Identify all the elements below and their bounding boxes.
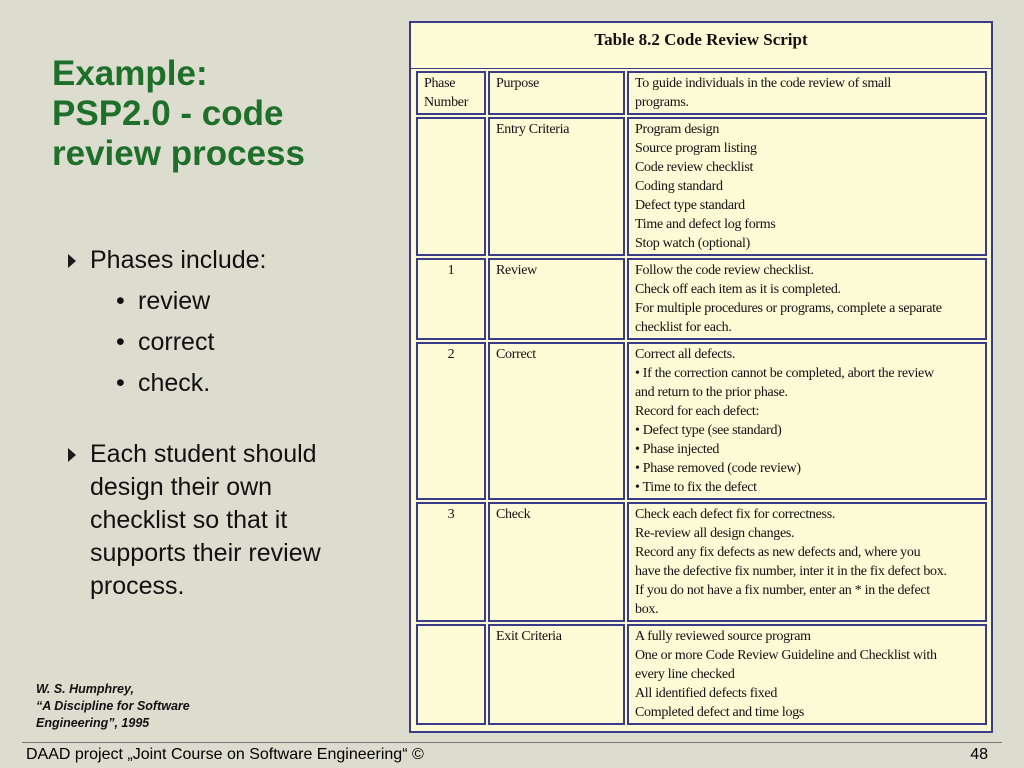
bullet-checklist	[66, 438, 396, 603]
phase-number-cell	[416, 624, 486, 725]
bullet-text: Phases include:	[90, 246, 267, 274]
footer-divider	[22, 742, 1002, 743]
sub-bullet-list	[90, 281, 396, 404]
description-line: Source program listing	[635, 141, 757, 156]
phase-number-cell	[416, 71, 486, 115]
description-line: One or more Code Review Guideline and Checklist with	[635, 648, 937, 663]
dot-bullet-icon: •	[116, 287, 125, 315]
bullet-list	[66, 244, 396, 603]
description-line: Follow the code review checklist.	[635, 263, 814, 278]
sub-bullet-item	[116, 363, 396, 404]
dot-bullet-icon: •	[116, 328, 125, 356]
dot-bullet-icon: •	[116, 369, 125, 397]
citation-line: “A Discipline for Software	[36, 699, 190, 713]
purpose-cell: Correct	[488, 342, 625, 500]
description-line: have the defective fix number, inter it in the fix defect box.	[635, 564, 947, 579]
phase-number-cell	[416, 502, 486, 622]
phase-number-cell	[416, 258, 486, 340]
bullet-text-line: checklist so that it	[90, 506, 288, 534]
purpose-cell: Exit Criteria	[488, 624, 625, 725]
description-line: • Time to fix the defect	[635, 480, 757, 495]
phase-number-cell	[416, 117, 486, 256]
triangle-bullet-icon	[68, 254, 76, 268]
description-line: If you do not have a fix number, enter an * in the defect	[635, 583, 930, 598]
description-line: Completed defect and time logs	[635, 705, 805, 720]
description-line: Record for each defect:	[635, 404, 760, 419]
citation	[36, 681, 256, 732]
table-row	[416, 71, 987, 115]
purpose-cell: Review	[488, 258, 625, 340]
bullet-text-line: supports their review	[90, 539, 321, 567]
description-line: To guide individuals in the code review of small	[635, 76, 892, 91]
description-cell	[627, 258, 987, 340]
bullet-phases	[66, 244, 396, 404]
description-line: Check each defect fix for correctness.	[635, 507, 836, 522]
purpose-cell: Purpose	[488, 71, 625, 115]
title-line: review process	[52, 134, 305, 173]
description-line: Defect type standard	[635, 198, 745, 213]
description-line: every line checked	[635, 667, 735, 682]
bullet-text-line: design their own	[90, 473, 273, 501]
table-row	[416, 258, 987, 340]
table-row	[416, 502, 987, 622]
sub-bullet-item	[116, 281, 396, 322]
description-cell	[627, 624, 987, 725]
bullet-text-line: Each student should	[90, 440, 317, 468]
description-line: • Defect type (see standard)	[635, 423, 782, 438]
description-line: A fully reviewed source program	[635, 629, 811, 644]
description-line: Stop watch (optional)	[635, 236, 751, 251]
title-divider	[411, 68, 991, 69]
citation-line: W. S. Humphrey,	[36, 682, 134, 696]
description-line: Check off each item as it is completed.	[635, 282, 841, 297]
phase-number-cell	[416, 342, 486, 500]
description-cell	[627, 502, 987, 622]
sub-bullet-text: check.	[138, 369, 211, 397]
description-line: Record any fix defects as new defects and, where you	[635, 545, 921, 560]
description-line: • If the correction cannot be completed, abort the review	[635, 366, 934, 381]
description-line: Time and defect log forms	[635, 217, 776, 232]
sub-bullet-text: correct	[138, 328, 215, 356]
description-line: Coding standard	[635, 179, 723, 194]
purpose-cell: Entry Criteria	[488, 117, 625, 256]
code-review-table	[409, 21, 993, 733]
phase-number-text: Number	[424, 95, 469, 110]
sub-bullet-text: review	[138, 287, 211, 315]
title-line: Example:	[52, 54, 208, 93]
description-line: Re-review all design changes.	[635, 526, 795, 541]
phase-number-text: 3	[447, 507, 455, 522]
title-line: PSP2.0 - code	[52, 94, 284, 133]
description-line: checklist for each.	[635, 320, 732, 335]
description-line: Correct all defects.	[635, 347, 736, 362]
table-row	[416, 624, 987, 725]
table-title: Table 8.2 Code Review Script	[594, 30, 808, 49]
phase-number-text: 1	[447, 263, 455, 278]
description-line: box.	[635, 602, 659, 617]
slide-title	[52, 54, 392, 174]
description-cell	[627, 342, 987, 500]
page-number: 48	[970, 746, 988, 763]
description-line: All identified defects fixed	[635, 686, 778, 701]
description-line: Program design	[635, 122, 720, 137]
triangle-bullet-icon	[68, 448, 76, 462]
citation-line: Engineering”, 1995	[36, 716, 150, 730]
description-line: • Phase removed (code review)	[635, 461, 801, 476]
bullet-text-line: process.	[90, 572, 185, 600]
description-line: and return to the prior phase.	[635, 385, 788, 400]
table-row	[416, 117, 987, 256]
description-line: • Phase injected	[635, 442, 720, 457]
table-body	[416, 71, 987, 727]
description-line: programs.	[635, 95, 689, 110]
footer-text: DAAD project „Joint Course on Software Engineering“ ©	[26, 746, 424, 763]
description-cell	[627, 117, 987, 256]
phase-number-text: 2	[447, 347, 455, 362]
description-cell	[627, 71, 987, 115]
table-row	[416, 342, 987, 500]
phase-number-text: Phase	[424, 76, 456, 91]
description-line: Code review checklist	[635, 160, 754, 175]
sub-bullet-item	[116, 322, 396, 363]
description-line: For multiple procedures or programs, complete a separate	[635, 301, 942, 316]
purpose-cell: Check	[488, 502, 625, 622]
